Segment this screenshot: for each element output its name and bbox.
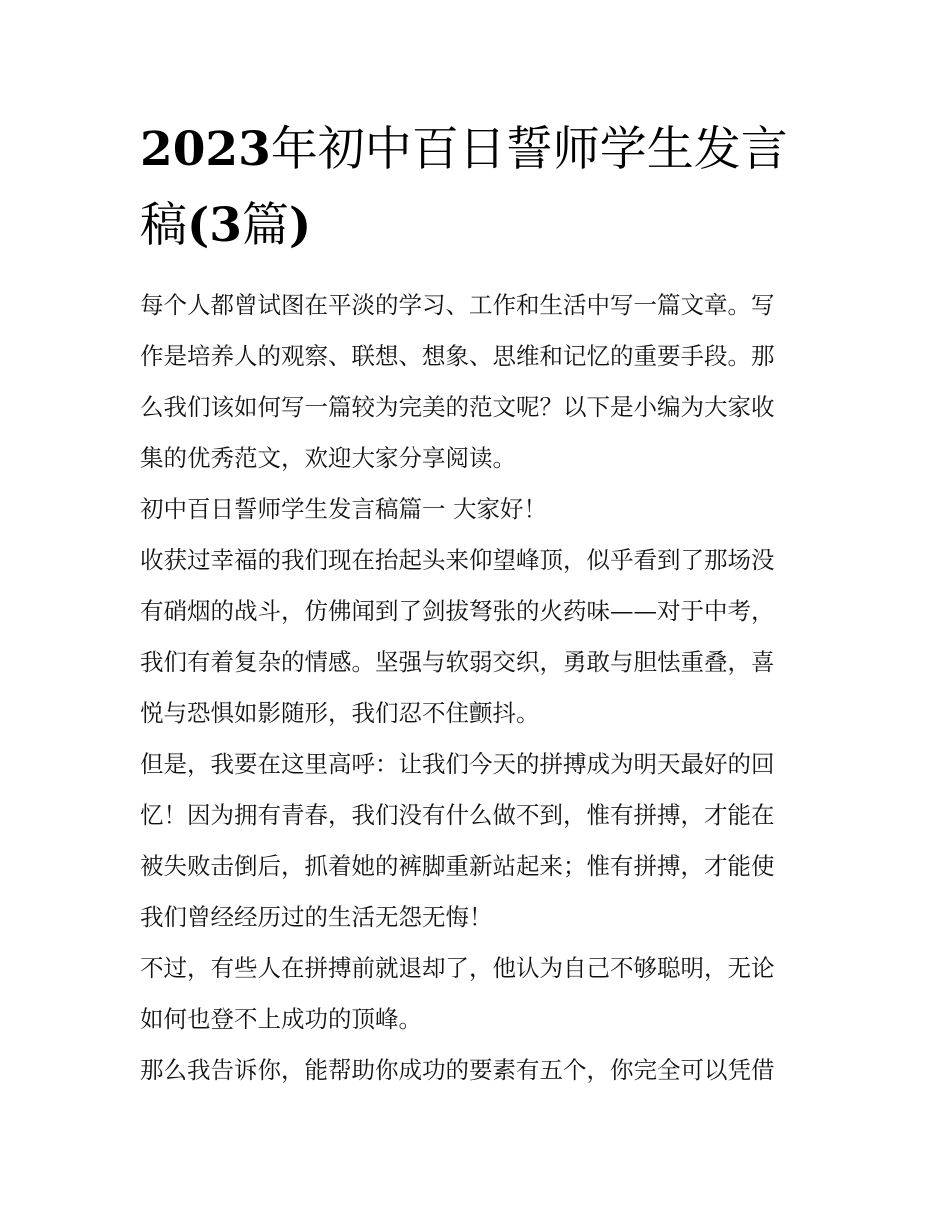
section-heading: 初中百日誓师学生发言稿篇一 大家好！	[140, 495, 547, 523]
title-text-gao: 稿	[140, 198, 187, 253]
title-year: 2023	[140, 122, 271, 177]
document-title	[140, 112, 820, 264]
body-line: 被失败击倒后，抓着她的裤脚重新站起来；惟有拼搏，才能使	[140, 852, 775, 880]
body-line: 么我们该如何写一篇较为完美的范文呢？以下是小编为大家收	[140, 393, 775, 421]
body-line: 不过，有些人在拼搏前就退却了，他认为自己不够聪明，无论	[140, 954, 775, 982]
body-line: 悦与恐惧如影随形，我们忍不住颤抖。	[140, 699, 540, 727]
document-body	[140, 280, 812, 1096]
title-text-line1: 年初中百日誓师学生发言	[270, 122, 788, 177]
body-line: 但是，我要在这里高呼：让我们今天的拼搏成为明天最好的回	[140, 750, 775, 778]
body-line: 忆！因为拥有青春，我们没有什么做不到，惟有拼搏，才能在	[140, 801, 775, 829]
body-line: 每个人都曾试图在平淡的学习、工作和生活中写一篇文章。写	[140, 291, 775, 319]
body-line: 那么我告诉你，能帮助你成功的要素有五个，你完全可以凭借	[140, 1056, 775, 1084]
body-line: 作是培养人的观察、联想、想象、思维和记忆的重要手段。那	[140, 342, 775, 370]
title-count-close: )	[288, 198, 312, 253]
body-line: 有硝烟的战斗，仿佛闻到了剑拔弩张的火药味——对于中考，	[140, 597, 775, 625]
body-line: 集的优秀范文，欢迎大家分享阅读。	[140, 444, 516, 472]
body-line: 我们曾经经历过的生活无怨无悔！	[140, 903, 493, 931]
body-line: 如何也登不上成功的顶峰。	[140, 1005, 422, 1033]
body-line: 我们有着复杂的情感。坚强与软弱交织，勇敢与胆怯重叠，喜	[140, 648, 775, 676]
body-line: 收获过幸福的我们现在抬起头来仰望峰顶，似乎看到了那场没	[140, 546, 775, 574]
title-text-pian: 篇	[241, 198, 289, 253]
title-count-open: (3	[187, 198, 242, 253]
